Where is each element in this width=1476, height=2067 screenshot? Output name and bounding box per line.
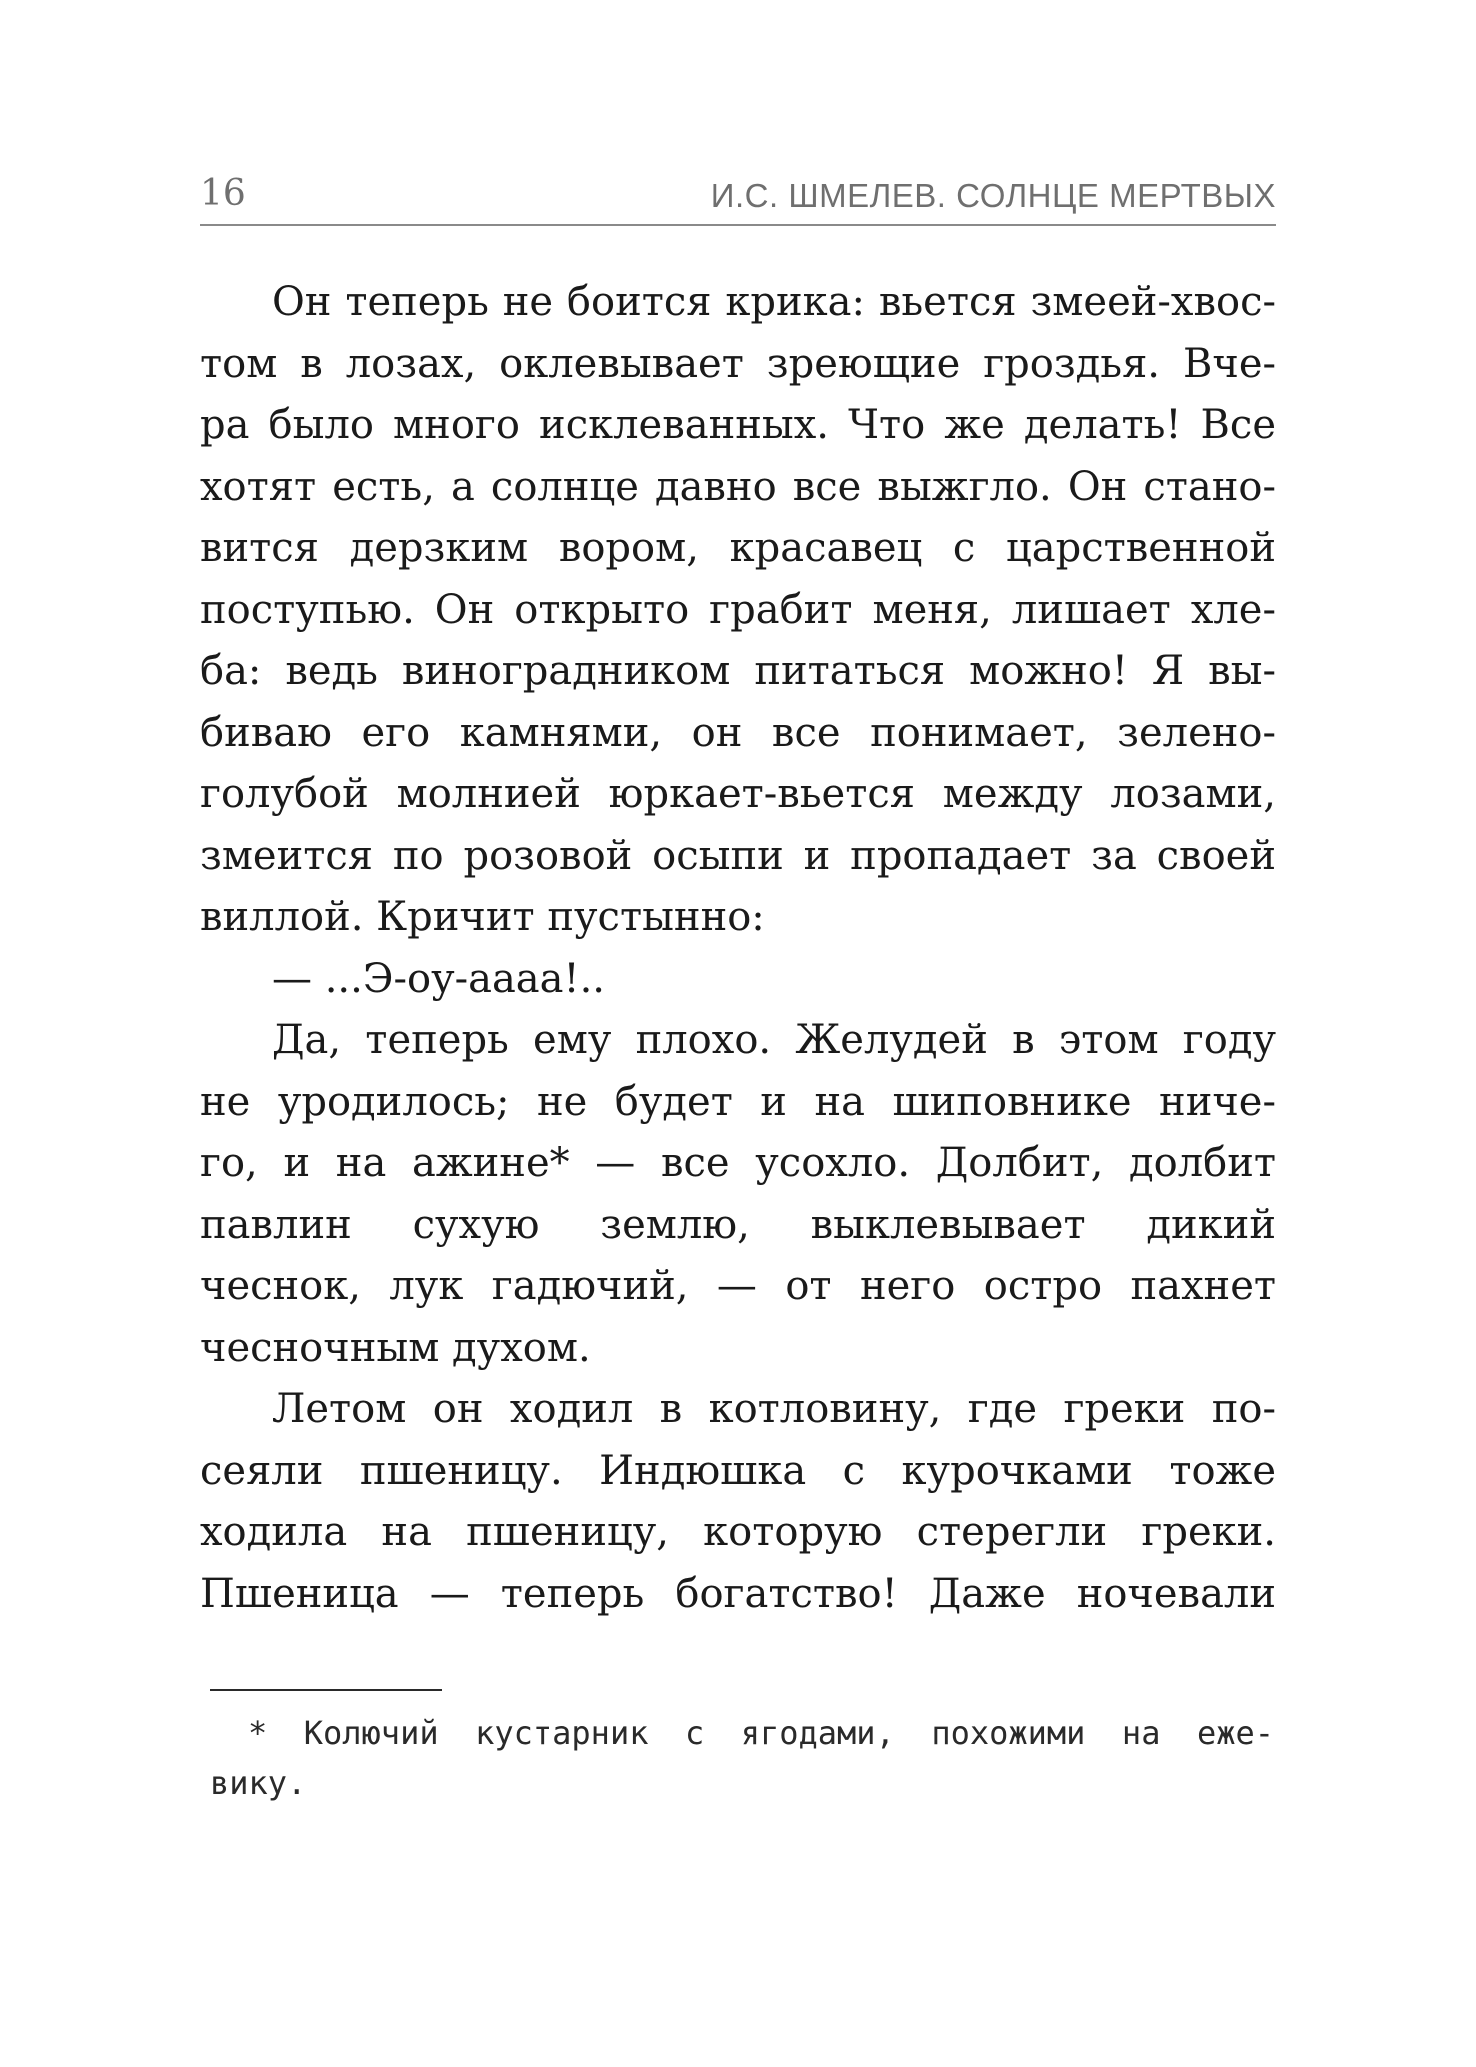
text-line: чеснок, лук гадючий, — от него остро пахнет [200,1263,1276,1309]
text-line: не уродилось; не будет и на шиповнике ниче- [200,1078,1276,1125]
text-line: Он теперь не боится крика: вьется змеей-хвос- [272,279,1276,325]
text-line: змеится по розовой осыпи и пропадает за своей [200,832,1276,879]
text-line: сеяли пшеницу. Индюшка с курочками тоже [200,1447,1276,1494]
text-line: ба: ведь виноградником питаться можно! Я вы- [200,648,1276,694]
running-header [200,172,1276,226]
text-line: голубой молнией юркает-вьется между лозами, [200,771,1276,817]
text-line: биваю его камнями, он все понимает, зелено- [200,709,1276,756]
text-line: ра было много исклеванных. Что же делать! Все [200,402,1276,448]
text-line: хотят есть, а солнце давно все выжгло. Он стано- [200,463,1276,510]
text-line: поступью. Он открыто грабит меня, лишает хле- [200,586,1276,633]
running-title: И.С. ШМЕЛЕВ. СОЛНЦЕ МЕРТВЫХ [710,177,1276,214]
text-line: виллой. Кричит пустынно: [200,894,765,940]
dialogue-line: — ...Э-оу-аааа!.. [272,955,606,1002]
footnote-line: * Колючий кустарник с ягодами, похожими на еже- [248,1714,1274,1752]
text-line: павлин сухую землю, выклевывает дикий [200,1201,1276,1248]
footnote-line: вику. [210,1764,307,1802]
text-line: вится дерзким вором, красавец с царственной [200,525,1276,571]
text-line: го, и на ажине* — все усохло. Долбит, долбит [200,1140,1276,1186]
text-line: Летом он ходил в котловину, где греки по- [272,1386,1276,1432]
footnote-divider [210,1689,442,1691]
footnote [210,1708,1274,1808]
text-line: чесночным духом. [200,1324,591,1371]
text-line: Пшеница — теперь богатство! Даже ночевали [200,1570,1276,1617]
text-line: Да, теперь ему плохо. Желудей в этом году [272,1017,1276,1063]
body-text [200,272,1276,1625]
text-line: ходила на пшеницу, которую стерегли греки. [200,1509,1276,1555]
text-line: том в лозах, оклевывает зреющие гроздья. Вче- [200,340,1276,387]
page-number: 16 [200,173,246,214]
